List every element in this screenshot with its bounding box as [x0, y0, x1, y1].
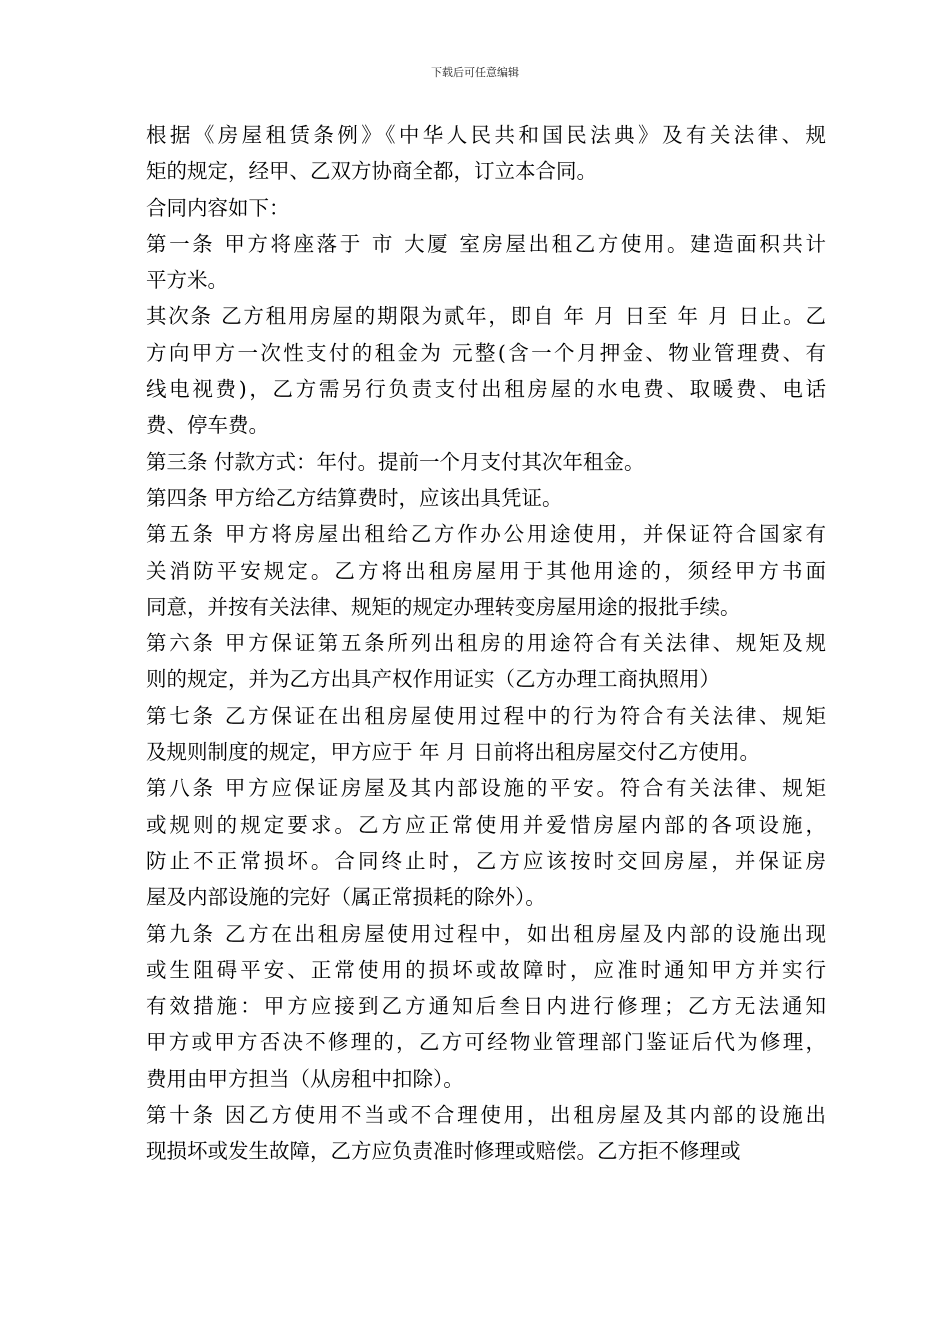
paragraph-line: 第八条 甲方应保证房屋及其内部设施的平安。符合有关法律、规矩: [146, 776, 826, 801]
paragraph-line: 屋及内部设施的完好（属正常损耗的除外）。: [146, 885, 546, 910]
contract-body: [146, 117, 826, 1170]
paragraph-line: 及规则制度的规定，甲方应于 年 月 日前将出租房屋交付乙方使用。: [146, 740, 761, 765]
paragraph-line: 第四条 甲方给乙方结算费时，应该出具凭证。: [146, 485, 563, 510]
paragraph-line: 平方米。: [146, 268, 228, 293]
contract-paragraph: [146, 117, 826, 190]
paragraph-line: 第六条 甲方保证第五条所列出租房的用途符合有关法律、规矩及规: [146, 631, 826, 656]
paragraph-line: 第十条 因乙方使用不当或不合理使用，出租房屋及其内部的设施出: [146, 1103, 826, 1128]
contract-paragraph: [146, 625, 826, 698]
paragraph-line: 第一条 甲方将座落于 市 大厦 室房屋出租乙方使用。建造面积共计: [146, 231, 826, 256]
paragraph-line: 根据《房屋租赁条例》《中华人民共和国民法典》及有关法律、规: [146, 123, 826, 147]
paragraph-line: 或生阻碍平安、正常使用的损坏或故障时，应准时通知甲方并实行: [146, 957, 826, 982]
paragraph-line: 第九条 乙方在出租房屋使用过程中，如出租房屋及内部的设施出现: [146, 921, 826, 946]
paragraph-line: 则的规定，并为乙方出具产权作用证实（乙方办理工商执照用）: [146, 667, 720, 692]
paragraph-line: 或规则的规定要求。乙方应正常使用并爱惜房屋内部的各项设施，: [146, 812, 826, 837]
paragraph-line: 其次条 乙方租用房屋的期限为贰年，即自 年 月 日至 年 月 日止。乙: [146, 304, 826, 329]
paragraph-line: 方向甲方一次性支付的租金为 元整(含一个月押金、物业管理费、有: [146, 340, 826, 365]
paragraph-line: 现损坏或发生故障，乙方应负责准时修理或赔偿。乙方拒不修理或: [146, 1139, 741, 1164]
paragraph-line: 第七条 乙方保证在出租房屋使用过程中的行为符合有关法律、规矩: [146, 703, 826, 728]
paragraph-line: 第三条 付款方式：年付。提前一个月支付其次年租金。: [146, 449, 645, 474]
contract-paragraph: [146, 298, 826, 443]
paragraph-line: 矩的规定，经甲、乙双方协商全都，订立本合同。: [146, 159, 597, 184]
paragraph-line: 费用由甲方担当（从房租中扣除）。: [146, 1066, 464, 1091]
contract-paragraph: [146, 916, 826, 1097]
paragraph-line: 费、停车费。: [146, 413, 269, 438]
paragraph-line: 关消防平安规定。乙方将出租房屋用于其他用途的，须经甲方书面: [146, 558, 826, 583]
contract-paragraph: [146, 1097, 826, 1170]
contract-paragraph: [146, 190, 826, 226]
page-header: 下载后可任意编辑: [431, 66, 519, 79]
paragraph-line: 同意，并按有关法律、规矩的规定办理转变房屋用途的报批手续。: [146, 594, 741, 619]
contract-paragraph: [146, 698, 826, 771]
paragraph-line: 防止不正常损坏。合同终止时，乙方应该按时交回房屋，并保证房: [146, 848, 826, 873]
contract-paragraph: [146, 444, 826, 480]
paragraph-line: 第五条 甲方将房屋出租给乙方作办公用途使用，并保证符合国家有: [146, 522, 826, 547]
paragraph-line: 甲方或甲方否决不修理的，乙方可经物业管理部门鉴证后代为修理，: [146, 1030, 826, 1055]
contract-paragraph: [146, 770, 826, 915]
paragraph-line: 线电视费)，乙方需另行负责支付出租房屋的水电费、取暖费、电话: [146, 377, 826, 402]
contract-paragraph: [146, 226, 826, 299]
paragraph-line: 有效措施：甲方应接到乙方通知后叁日内进行修理；乙方无法通知: [146, 994, 826, 1019]
contract-paragraph: [146, 480, 826, 516]
contract-paragraph: [146, 516, 826, 625]
paragraph-line: 合同内容如下：: [146, 195, 290, 220]
